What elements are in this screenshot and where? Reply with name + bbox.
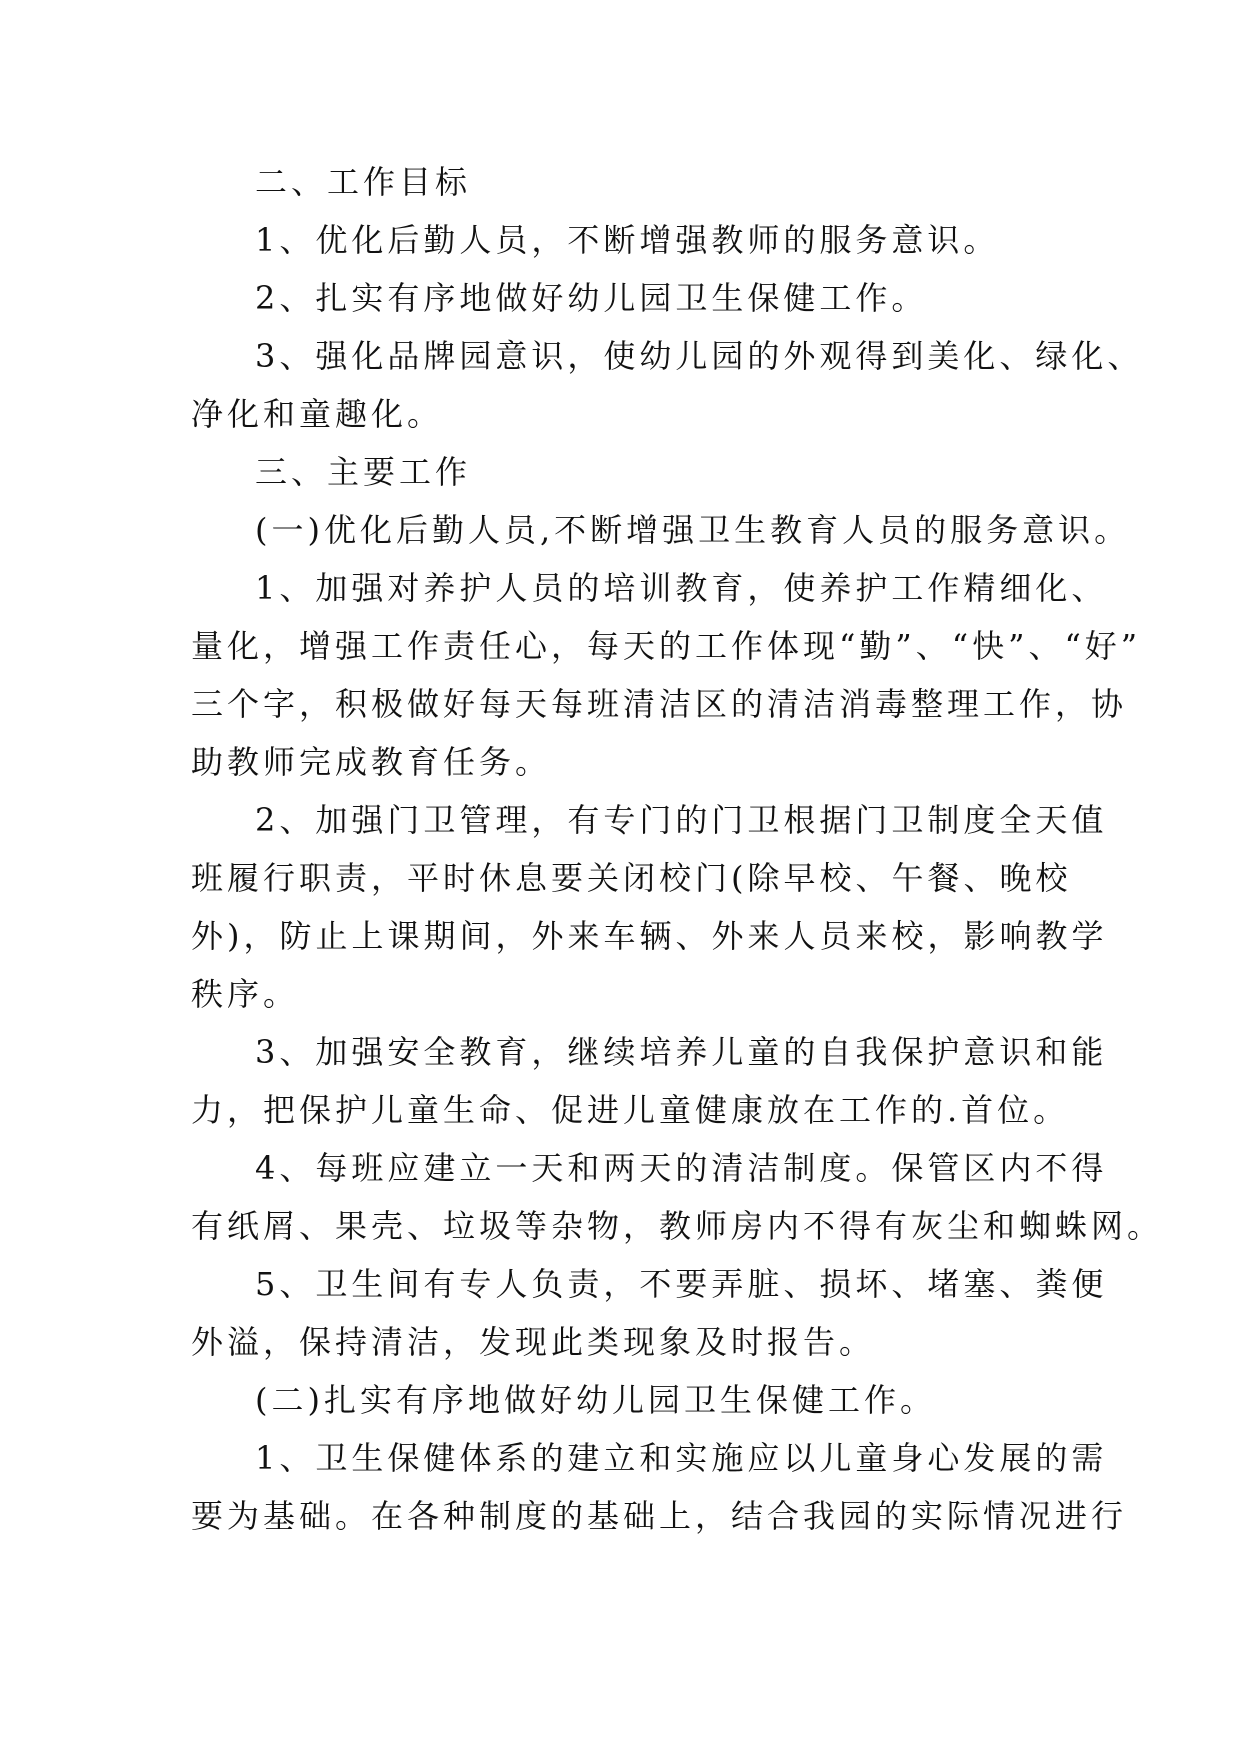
paragraph (191, 269, 1061, 327)
text-line: 2、扎实有序地做好幼儿园卫生保健工作。 (255, 279, 928, 317)
text-line: (二)扎实有序地做好幼儿园卫生保健工作。 (255, 1381, 936, 1419)
text-line: (一)优化后勤人员,不断增强卫生教育人员的服务意识。 (255, 511, 1131, 549)
paragraph (191, 1139, 1164, 1255)
paragraph (191, 1429, 1128, 1545)
text-line: 三、主要工作 (255, 453, 472, 491)
text-line: 班履行职责，平时休息要关闭校门(除早校、午餐、晚校 (191, 859, 1072, 897)
text-line: 秩序。 (191, 975, 300, 1013)
text-line: 要为基础。在各种制度的基础上，结合我园的实际情况进行 (191, 1497, 1128, 1535)
text-line: 外溢，保持清洁，发现此类现象及时报告。 (191, 1323, 876, 1361)
text-line: 5、卫生间有专人负责，不要弄脏、损坏、堵塞、粪便 (255, 1265, 1108, 1303)
text-line: 1、加强对养护人员的培训教育，使养护工作精细化、 (255, 569, 1108, 607)
paragraph (191, 153, 1061, 211)
paragraph (191, 1023, 1108, 1139)
text-line: 有纸屑、果壳、垃圾等杂物，教师房内不得有灰尘和蜘蛛网。 (191, 1207, 1164, 1245)
text-line: 1、卫生保健体系的建立和实施应以儿童身心发展的需 (255, 1439, 1108, 1477)
text-line: 4、每班应建立一天和两天的清洁制度。保管区内不得 (255, 1149, 1108, 1187)
text-line: 净化和童趣化。 (191, 395, 444, 433)
text-line: 力，把保护儿童生命、促进儿童健康放在工作的.首位。 (191, 1091, 1070, 1129)
paragraph (191, 791, 1108, 1023)
text-line: 2、加强门卫管理，有专门的门卫根据门卫制度全天值 (255, 801, 1108, 839)
paragraph (191, 559, 1142, 791)
paragraph (191, 327, 1144, 443)
paragraph (191, 1371, 1061, 1429)
text-line: 3、加强安全教育，继续培养儿童的自我保护意识和能 (255, 1033, 1108, 1071)
paragraph (191, 1255, 1108, 1371)
text-line: 助教师完成教育任务。 (191, 743, 552, 781)
text-line: 1、优化后勤人员，不断增强教师的服务意识。 (255, 221, 1000, 259)
paragraph (191, 211, 1061, 269)
text-line: 外)，防止上课期间，外来车辆、外来人员来校，影响教学 (191, 917, 1108, 955)
text-line: 二、工作目标 (255, 163, 472, 201)
paragraph (191, 501, 1131, 559)
text-line: 量化，增强工作责任心，每天的工作体现“勤”、“快”、“好” (191, 627, 1142, 665)
document-body (191, 153, 1164, 1545)
paragraph (191, 443, 1061, 501)
text-line: 三个字，积极做好每天每班清洁区的清洁消毒整理工作，协 (191, 685, 1128, 723)
text-line: 3、强化品牌园意识，使幼儿园的外观得到美化、绿化、 (255, 337, 1144, 375)
